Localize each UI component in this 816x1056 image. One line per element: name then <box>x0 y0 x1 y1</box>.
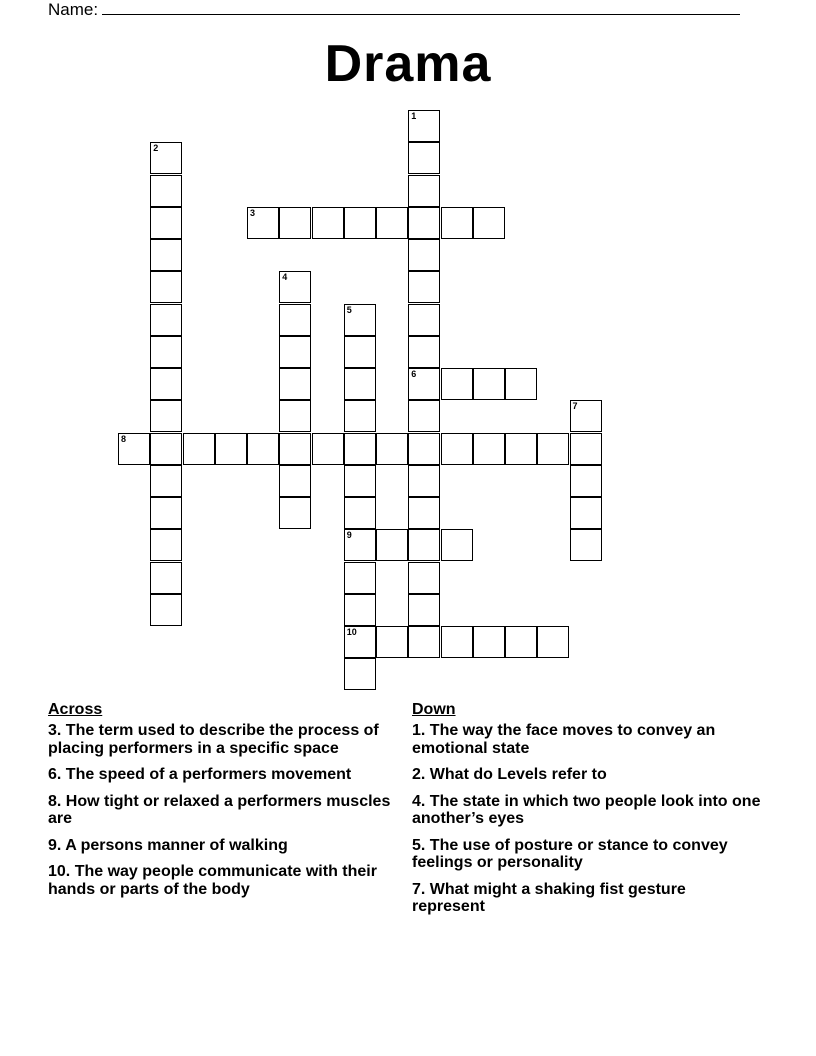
down-heading: Down <box>412 701 456 718</box>
clue-number: 8 <box>121 433 127 444</box>
crossword-cell[interactable] <box>473 368 505 400</box>
crossword-cell[interactable] <box>570 497 602 529</box>
crossword-cell[interactable] <box>570 465 602 497</box>
clue-number: 4 <box>282 272 288 283</box>
crossword-cell[interactable] <box>441 433 473 465</box>
crossword-cell[interactable] <box>312 207 344 239</box>
name-label: Name: <box>48 0 99 19</box>
crossword-cell[interactable] <box>408 497 440 529</box>
crossword-cell[interactable] <box>441 529 473 561</box>
crossword-cell[interactable] <box>408 110 440 142</box>
crossword-cell[interactable] <box>441 626 473 658</box>
crossword-cell[interactable] <box>537 433 569 465</box>
crossword-cell[interactable] <box>505 433 537 465</box>
clue-number: 10 <box>346 627 357 637</box>
crossword-cell[interactable] <box>408 626 440 658</box>
crossword-cell[interactable] <box>150 400 182 432</box>
name-line[interactable] <box>102 0 740 15</box>
across-clue: 10. The way people communicate with their hands or parts of the body <box>48 863 377 898</box>
name-field[interactable] <box>48 0 740 20</box>
clue-number: 6 <box>411 369 417 379</box>
crossword-cell[interactable] <box>279 304 311 336</box>
crossword-cell[interactable] <box>344 336 376 368</box>
crossword-cell[interactable] <box>570 433 602 465</box>
clue-number: 2 <box>153 143 159 154</box>
crossword-cell[interactable] <box>408 400 440 432</box>
down-clue: 1. The way the face moves to convey an emotional state <box>412 722 716 757</box>
crossword-cell[interactable] <box>570 400 602 432</box>
crossword-cell[interactable] <box>279 497 311 529</box>
crossword-cell[interactable] <box>408 368 440 400</box>
crossword-cell[interactable] <box>344 658 376 690</box>
crossword-cell[interactable] <box>344 497 376 529</box>
crossword-cell[interactable] <box>150 271 182 303</box>
crossword-cell[interactable] <box>279 400 311 432</box>
crossword-cell[interactable] <box>441 368 473 400</box>
crossword-cell[interactable] <box>408 529 440 561</box>
crossword-cell[interactable] <box>150 594 182 626</box>
crossword-cell[interactable] <box>344 400 376 432</box>
crossword-cell[interactable] <box>118 433 150 465</box>
crossword-cell[interactable] <box>408 336 440 368</box>
across-clue: 8. How tight or relaxed a performers muscles are <box>48 792 391 827</box>
down-clue: 5. The use of posture or stance to convey feelings or personality <box>412 836 728 871</box>
crossword-cell[interactable] <box>505 626 537 658</box>
crossword-cell[interactable] <box>505 368 537 400</box>
crossword-cell[interactable] <box>279 433 311 465</box>
crossword-cell[interactable] <box>183 433 215 465</box>
crossword-cell[interactable] <box>344 304 376 336</box>
down-clue: 2. What do Levels refer to <box>412 766 607 783</box>
clue-number: 5 <box>346 304 352 315</box>
crossword-cell[interactable] <box>215 433 247 465</box>
crossword-cell[interactable] <box>376 626 408 658</box>
crossword-cell[interactable] <box>247 207 279 239</box>
across-heading: Across <box>48 701 103 718</box>
crossword-cell[interactable] <box>473 433 505 465</box>
across-clues <box>48 701 410 907</box>
crossword-cell[interactable] <box>279 207 311 239</box>
crossword-cell[interactable] <box>150 207 182 239</box>
crossword-cell[interactable] <box>150 142 182 174</box>
crossword-cell[interactable] <box>408 304 440 336</box>
crossword-cell[interactable] <box>408 142 440 174</box>
crossword-cell[interactable] <box>150 368 182 400</box>
crossword-cell[interactable] <box>150 239 182 271</box>
clue-number: 7 <box>572 401 578 412</box>
crossword-cell[interactable] <box>344 207 376 239</box>
crossword-cell[interactable] <box>279 271 311 303</box>
crossword-cell[interactable] <box>537 626 569 658</box>
crossword-cell[interactable] <box>344 433 376 465</box>
page-title: Drama <box>324 35 492 93</box>
crossword-cell[interactable] <box>344 368 376 400</box>
crossword-cell[interactable] <box>408 433 440 465</box>
crossword-cell[interactable] <box>312 433 344 465</box>
down-clues <box>412 701 762 925</box>
crossword-cell[interactable] <box>150 529 182 561</box>
clue-number: 9 <box>346 530 352 541</box>
crossword-cell[interactable] <box>344 465 376 497</box>
crossword-cell[interactable] <box>473 207 505 239</box>
crossword-cell[interactable] <box>376 529 408 561</box>
clue-number: 3 <box>250 207 256 218</box>
crossword-cell[interactable] <box>247 433 279 465</box>
crossword-cell[interactable] <box>408 175 440 207</box>
crossword-cell[interactable] <box>344 594 376 626</box>
crossword-cell[interactable] <box>408 594 440 626</box>
crossword-cell[interactable] <box>150 336 182 368</box>
crossword-cell[interactable] <box>150 175 182 207</box>
crossword-cell[interactable] <box>279 368 311 400</box>
crossword-cell[interactable] <box>473 626 505 658</box>
crossword-cell[interactable] <box>408 207 440 239</box>
crossword-cell[interactable] <box>279 336 311 368</box>
crossword-cell[interactable] <box>150 497 182 529</box>
crossword-cell[interactable] <box>408 271 440 303</box>
crossword-cell[interactable] <box>376 207 408 239</box>
crossword-cell[interactable] <box>408 239 440 271</box>
crossword-cell[interactable] <box>150 562 182 594</box>
crossword-cell[interactable] <box>150 433 182 465</box>
across-clue: 9. A persons manner of walking <box>48 836 288 854</box>
crossword-cell[interactable] <box>344 562 376 594</box>
clue-number: 1 <box>411 111 417 121</box>
crossword-cell[interactable] <box>279 465 311 497</box>
crossword-cell[interactable] <box>150 465 182 497</box>
crossword-cell[interactable] <box>344 529 376 561</box>
crossword-cell[interactable] <box>441 207 473 239</box>
crossword-cell[interactable] <box>376 433 408 465</box>
crossword-cell[interactable] <box>408 465 440 497</box>
crossword-cell[interactable] <box>570 529 602 561</box>
crossword-cell[interactable] <box>408 562 440 594</box>
across-clue: 6. The speed of a performers movement <box>48 766 352 783</box>
across-clue: 3. The term used to describe the process of placing performers in a specific space <box>48 722 379 757</box>
crossword-cell[interactable] <box>344 626 376 658</box>
crossword-cell[interactable] <box>150 304 182 336</box>
down-clue: 7. What might a shaking fist gesture represent <box>412 880 686 915</box>
down-clue: 4. The state in which two people look into one another’s eyes <box>412 792 761 827</box>
